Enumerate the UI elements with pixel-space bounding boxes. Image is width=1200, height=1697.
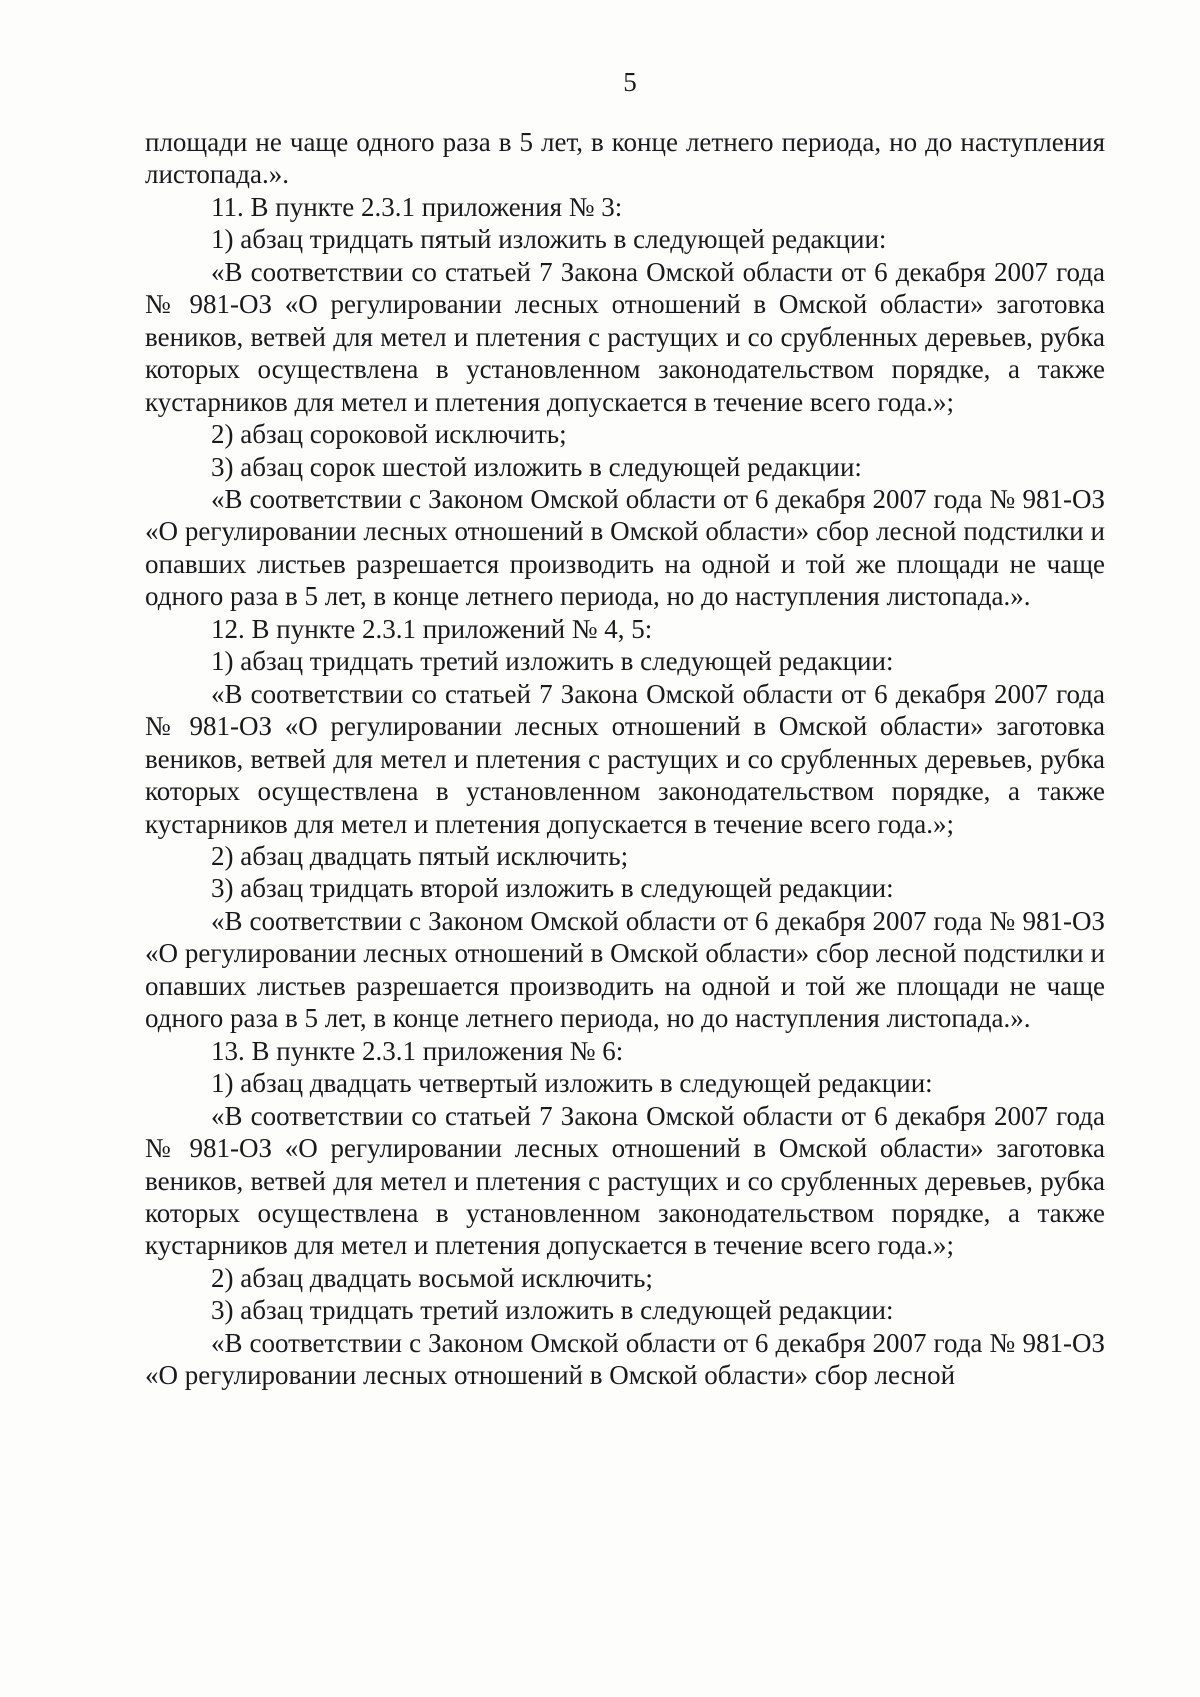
paragraph-item: 2) абзац двадцать восьмой исключить; <box>211 1262 653 1293</box>
paragraph-item: 3) абзац тридцать третий изложить в следующей редакции: <box>211 1295 894 1326</box>
paragraph-clause-11: 11. В пункте 2.3.1 приложения № 3: <box>211 191 623 222</box>
paragraph-item: 2) абзац двадцать пятый исключить; <box>211 840 629 871</box>
paragraph-item: 3) абзац тридцать второй изложить в следующей редакции: <box>211 873 894 904</box>
paragraph-item: 1) абзац тридцать пятый изложить в следующей редакции: <box>211 224 887 255</box>
paragraph-clause-13: 13. В пункте 2.3.1 приложения № 6: <box>211 1035 624 1066</box>
paragraph-quote: «В соответствии с Законом Омской области от 6 декабря 2007 года № 981-ОЗ «О регулировании лесных отношений в Омской области» сбор лесной <box>145 1327 1105 1391</box>
paragraph-quote: «В соответствии со статьей 7 Закона Омской области от 6 декабря 2007 года № 981-ОЗ «О регулировании лесных отношений в Омской области» заготовка веников, ветвей для метел и плетения с растущих и со срубленных деревьев, рубка которых осуществлена в установленном законодательством порядке, а также кустарников для метел и плетения допускается в течение всего года.»; <box>145 1100 1105 1261</box>
paragraph-quote: «В соответствии с Законом Омской области от 6 декабря 2007 года № 981-ОЗ «О регулировании лесных отношений в Омской области» сбор лесной подстилки и опавших листьев разрешается производить на одной и той же площади не чаще одного раза в 5 лет, в конце летнего периода, но до наступления листопада.». <box>145 905 1105 1034</box>
paragraph-item: 2) абзац сороковой исключить; <box>211 419 567 450</box>
paragraph-item: 1) абзац тридцать третий изложить в следующей редакции: <box>211 646 894 677</box>
paragraph-continuation: площади не чаще одного раза в 5 лет, в конце летнего периода, но до наступления листопада.». <box>145 127 1105 190</box>
paragraph-quote: «В соответствии со статьей 7 Закона Омской области от 6 декабря 2007 года № 981-ОЗ «О регулировании лесных отношений в Омской области» заготовка веников, ветвей для метел и плетения с растущих и со срубленных деревьев, рубка которых осуществлена в установленном законодательством порядке, а также кустарников для метел и плетения допускается в течение всего года.»; <box>145 256 1105 417</box>
document-body <box>145 126 1105 1392</box>
paragraph-quote: «В соответствии со статьей 7 Закона Омской области от 6 декабря 2007 года № 981-ОЗ «О регулировании лесных отношений в Омской области» заготовка веников, ветвей для метел и плетения с растущих и со срубленных деревьев, рубка которых осуществлена в установленном законодательством порядке, а также кустарников для метел и плетения допускается в течение всего года.»; <box>145 678 1105 839</box>
paragraph-clause-12: 12. В пункте 2.3.1 приложений № 4, 5: <box>211 613 653 644</box>
page-number: 5 <box>623 67 637 97</box>
paragraph-item: 1) абзац двадцать четвертый изложить в следующей редакции: <box>211 1068 933 1099</box>
paragraph-quote: «В соответствии с Законом Омской области от 6 декабря 2007 года № 981-ОЗ «О регулировании лесных отношений в Омской области» сбор лесной подстилки и опавших листьев разрешается производить на одной и той же площади не чаще одного раза в 5 лет, в конце летнего периода, но до наступления листопада.». <box>145 483 1105 612</box>
paragraph-item: 3) абзац сорок шестой изложить в следующей редакции: <box>211 451 862 482</box>
